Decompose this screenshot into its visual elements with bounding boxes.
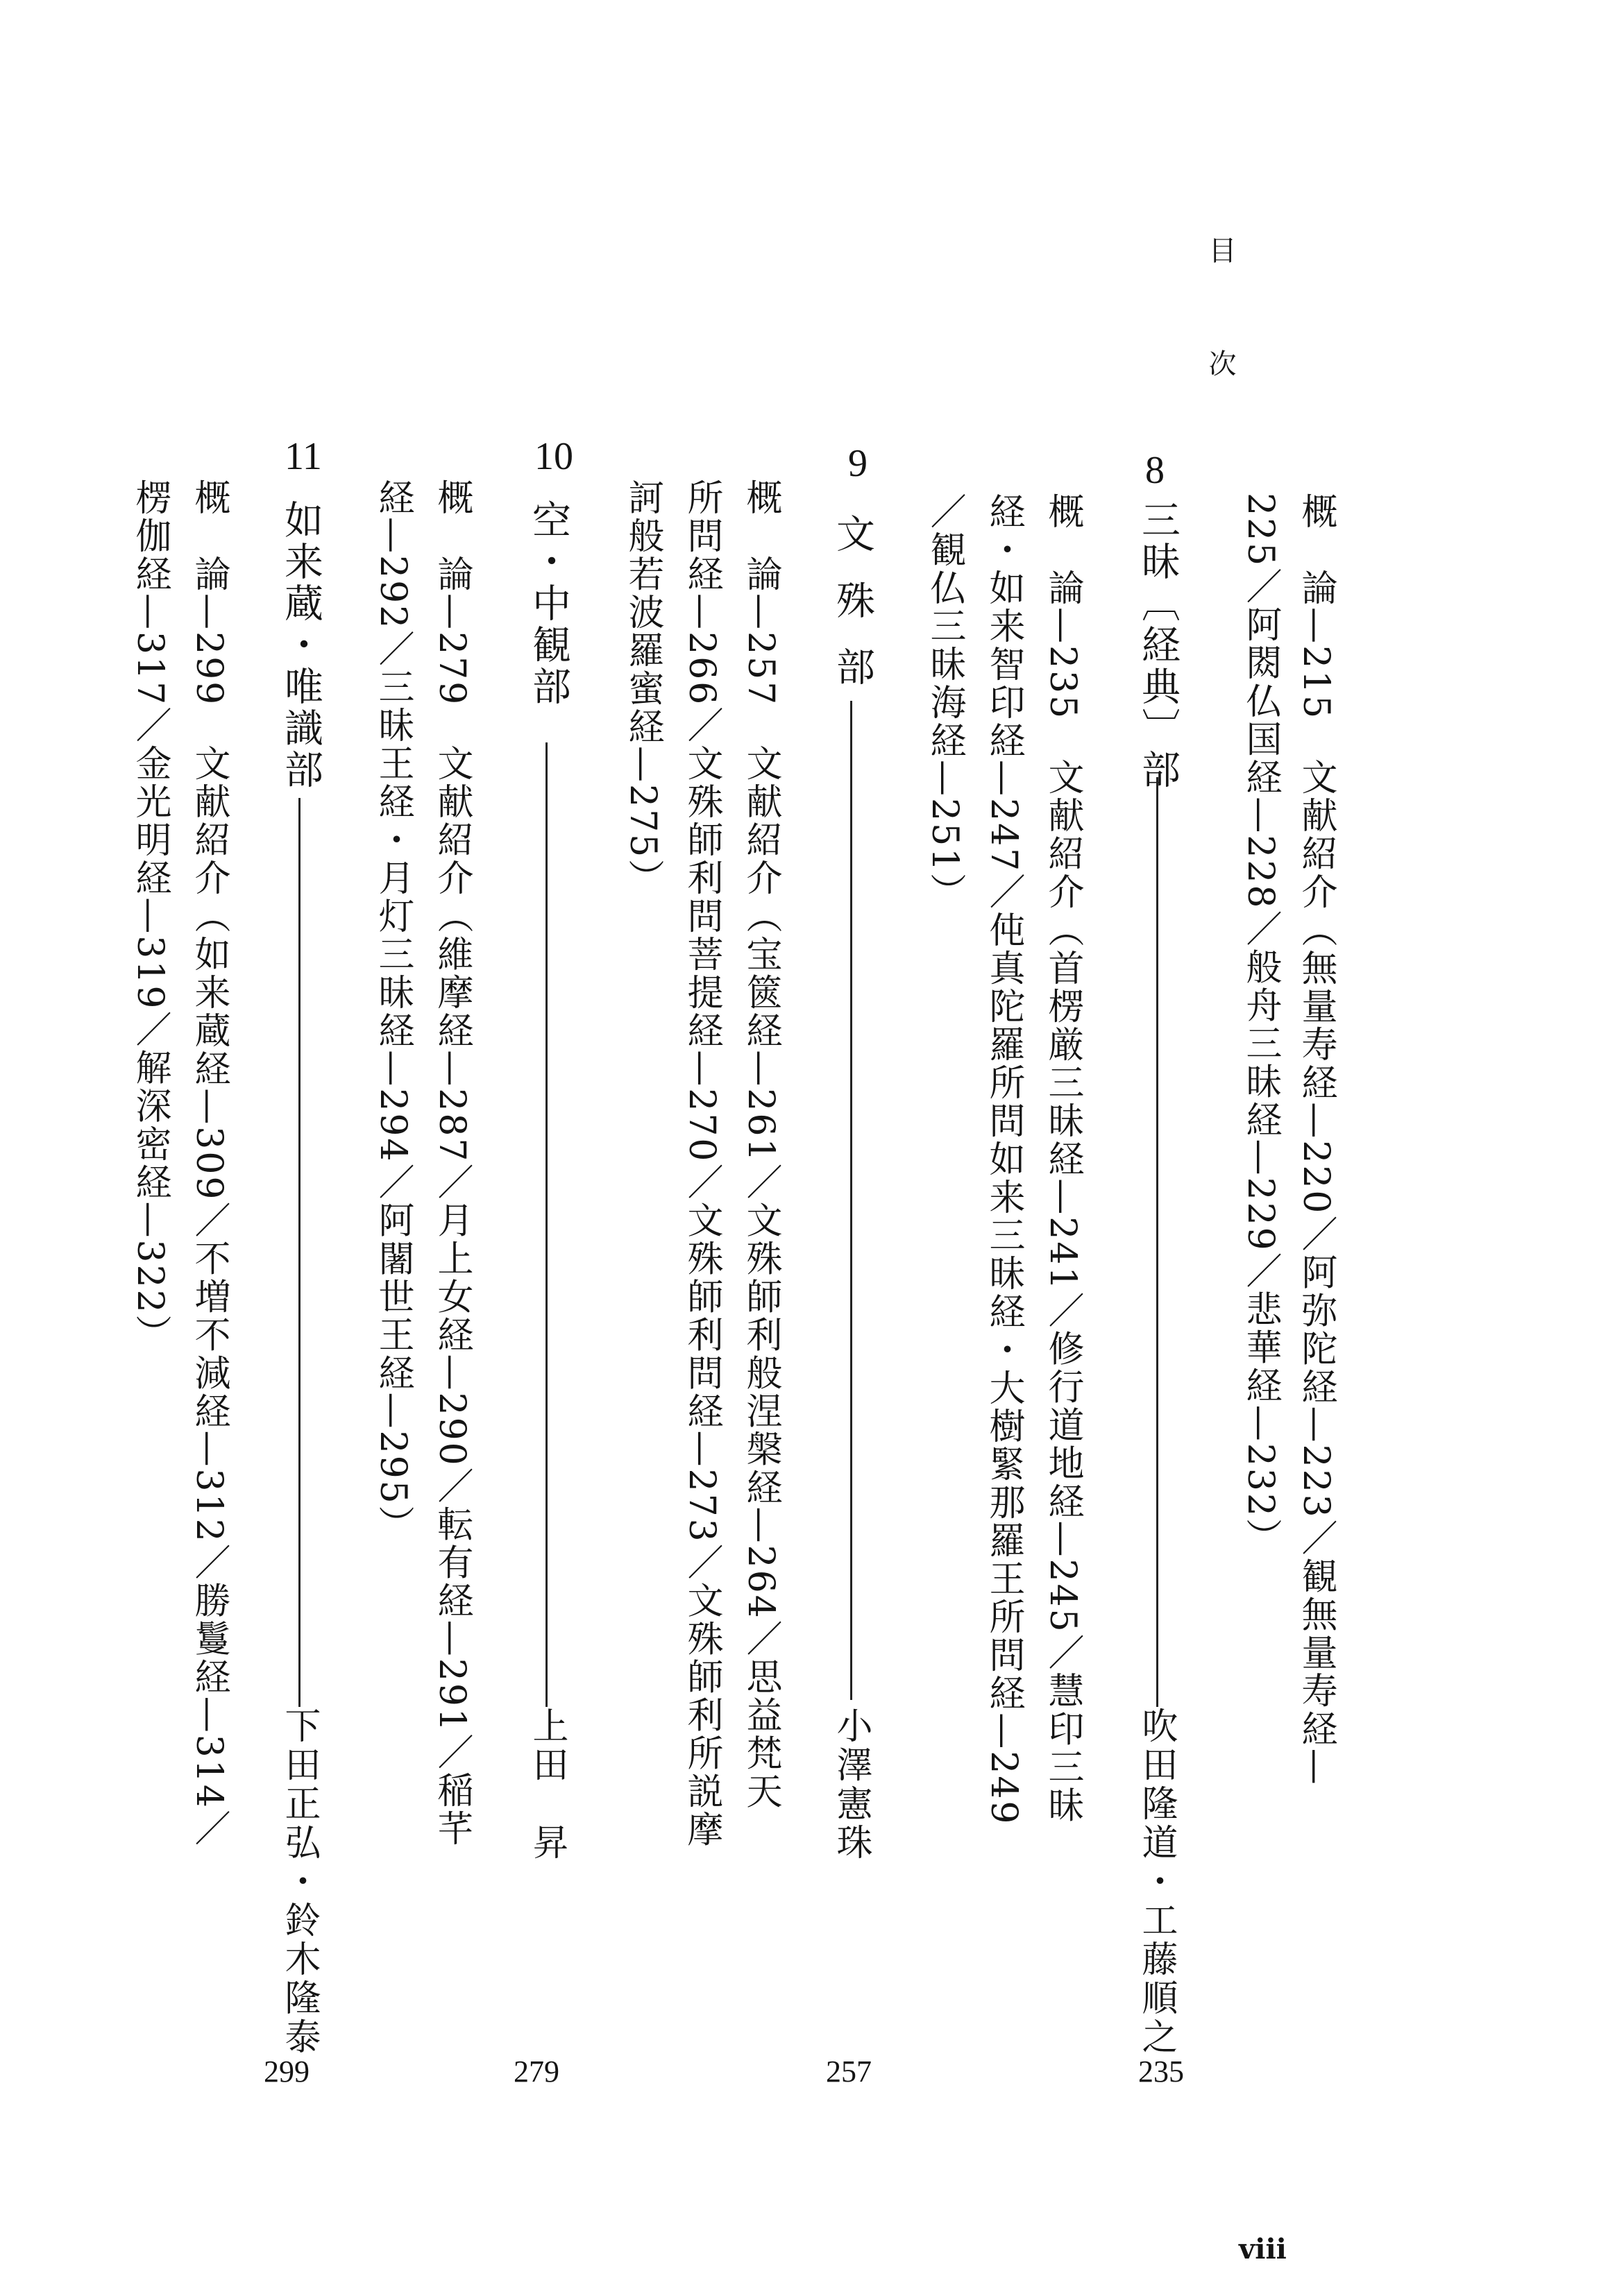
- toc-line: 概 論—235 文献紹介（首楞厳三昧経—241／修行道地経—245／慧印三昧: [1042, 493, 1083, 1825]
- section-number: 10: [534, 435, 573, 478]
- running-header-title: 目 次: [1204, 236, 1236, 415]
- toc-line: 概 論—215 文献紹介（無量寿経—220／阿弥陀経—223／観無量寿経—: [1295, 493, 1337, 1787]
- section-number: 11: [285, 435, 322, 478]
- page-folio: viii: [1239, 2233, 1287, 2265]
- leader-rule: [298, 798, 301, 1707]
- section-author: 下田正弘・鈴木隆泰: [278, 1707, 320, 2057]
- toc-line: 225／阿閦仏国経—228／般舟三昧経—229／悲華経—232）: [1240, 493, 1281, 1557]
- leader-rule: [850, 701, 852, 1700]
- section-number: 8: [1145, 449, 1165, 492]
- section-author: 吹田隆道・工藤順之: [1135, 1707, 1177, 2057]
- toc-line: 所問経—266／文殊師利問菩提経—270／文殊師利問経—273／文殊師利所説摩: [681, 479, 722, 1849]
- section-page: 235: [1138, 2055, 1184, 2089]
- section-page: 257: [826, 2055, 872, 2089]
- section-number: 9: [848, 442, 868, 485]
- section-title: 如来蔵・唯識部: [278, 500, 323, 791]
- leader-rule: [1156, 777, 1158, 1707]
- toc-line: 訶般若波羅蜜経—275）: [622, 479, 663, 898]
- leader-rule: [545, 742, 548, 1707]
- toc-line: 楞伽経—317／金光明経—319／解深密経—322）: [129, 479, 171, 1353]
- toc-line: ／観仏三昧海経—251）: [924, 493, 965, 912]
- toc-line: 概 論—299 文献紹介（如来蔵経—309／不増不減経—312／勝鬘経—314／: [188, 479, 230, 1848]
- section-title: 空・中観部: [526, 500, 571, 708]
- section-author: 上田 昇: [526, 1707, 568, 1862]
- section-title: 三昧〔経典〕部: [1135, 500, 1181, 791]
- toc-line: 概 論—257 文献紹介（宝篋経—261／文殊師利般涅槃経—264／思益梵天: [740, 479, 781, 1811]
- toc-line: 経—292／三昧王経・月灯三昧経—294／阿闍世王経—295）: [372, 479, 414, 1544]
- section-page: 299: [264, 2055, 310, 2089]
- section-title: 文殊部: [830, 513, 875, 713]
- section-author: 小澤憲珠: [830, 1707, 872, 1862]
- section-page: 279: [514, 2055, 559, 2089]
- toc-line: 経・如来智印経—247／伅真陀羅所問如来三昧経・大樹緊那羅王所問経—249: [983, 493, 1024, 1826]
- toc-line: 概 論—279 文献紹介（維摩経—287／月上女経—290／転有経—291／稲芊: [431, 479, 473, 1848]
